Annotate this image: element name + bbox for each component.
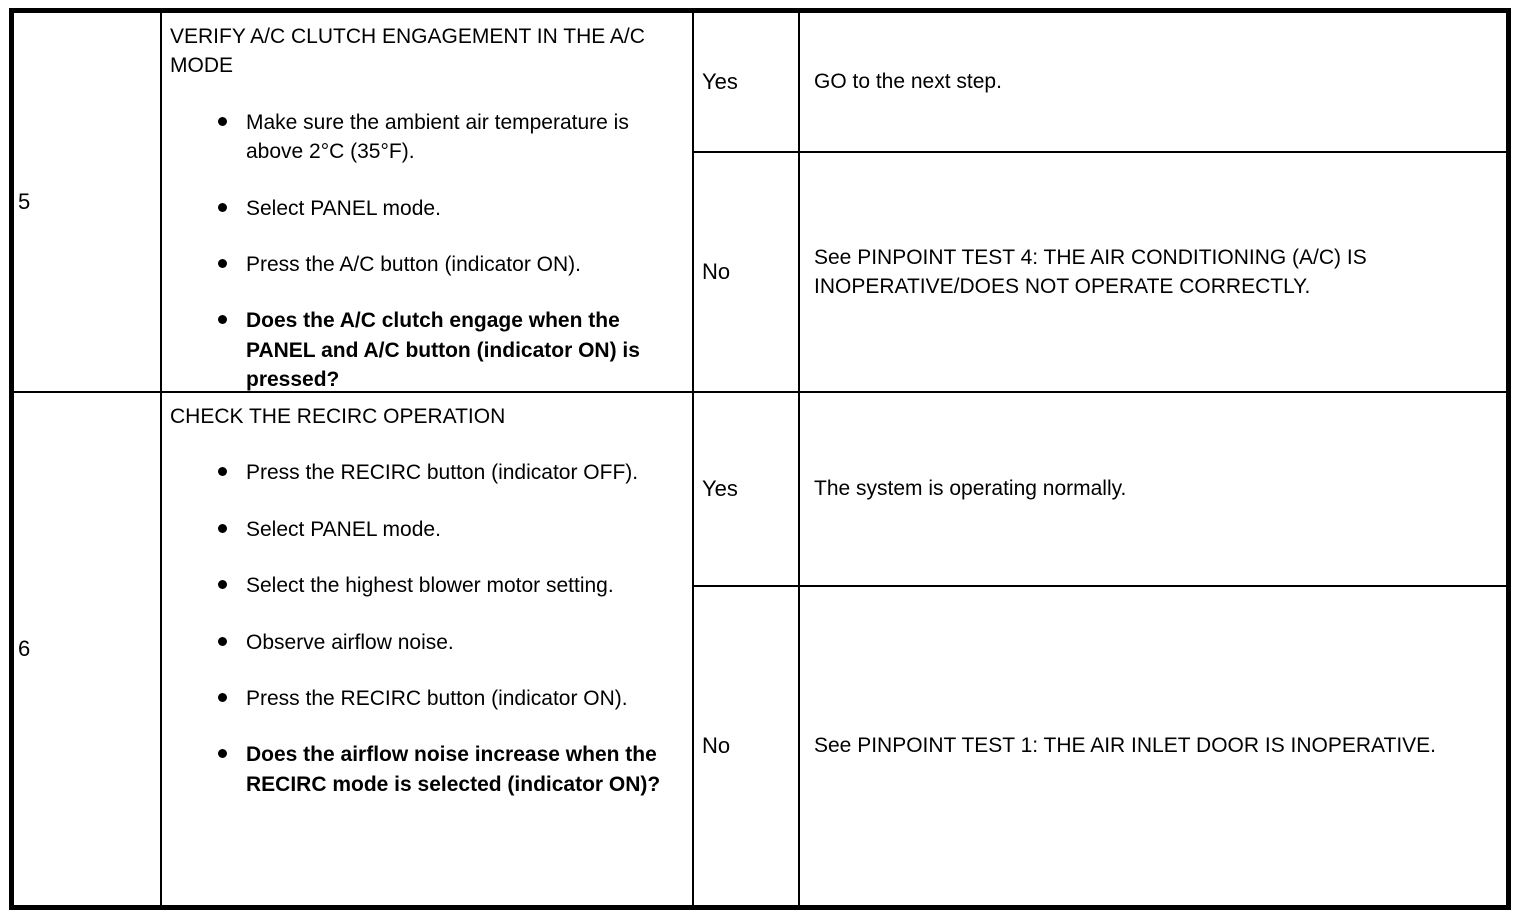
bullet-text: Observe airflow noise.	[246, 630, 454, 654]
yes-action-cell	[798, 13, 1506, 151]
bullet-icon	[218, 203, 227, 212]
bullet-icon	[218, 259, 227, 268]
table-row-step-6	[14, 393, 1506, 905]
no-cell	[692, 151, 798, 391]
yes-action-cell	[798, 393, 1506, 585]
bullet-text-question: Does the airflow noise increase when the RECIRC mode is selected (indicator ON)?	[246, 743, 661, 796]
bullet-icon	[218, 524, 227, 533]
bullet-text: Select the highest blower motor setting.	[246, 574, 614, 598]
no-label: No	[702, 259, 731, 284]
bullet-icon	[218, 315, 227, 324]
bullet-text: Press the A/C button (indicator ON).	[246, 252, 581, 276]
instruction-cell	[160, 13, 692, 391]
bullet-item	[170, 250, 664, 279]
bullet-icon	[218, 580, 227, 589]
bullet-item	[170, 628, 664, 657]
bullet-text-question: Does the A/C clutch engage when the PANEL and A/C button (indicator ON) is pressed?	[246, 309, 640, 391]
bullet-list	[170, 458, 664, 799]
no-label: No	[702, 733, 731, 758]
table-row-step-5	[14, 13, 1506, 393]
bullet-item	[170, 684, 664, 713]
bullet-item	[170, 571, 664, 600]
yes-label: Yes	[702, 476, 738, 501]
bullet-icon	[218, 117, 227, 126]
bullet-item	[170, 740, 664, 799]
bullet-icon	[218, 749, 227, 758]
bullet-list	[170, 108, 664, 391]
no-action-cell	[798, 151, 1506, 391]
no-action-text: See PINPOINT TEST 4: THE AIR CONDITIONING (A/C) IS INOPERATIVE/DOES NOT OPERATE CORRECTLY.	[814, 245, 1367, 298]
step-number: 6	[18, 636, 31, 661]
yes-cell	[692, 13, 798, 151]
bullet-icon	[218, 637, 227, 646]
bullet-item	[170, 194, 664, 223]
bullet-item	[170, 108, 664, 167]
no-cell	[692, 585, 798, 905]
step-number-cell	[14, 13, 160, 391]
pinpoint-test-table	[9, 8, 1511, 910]
yes-label: Yes	[702, 69, 738, 94]
bullet-item	[170, 515, 664, 544]
yes-cell	[692, 393, 798, 585]
step-number-cell	[14, 393, 160, 905]
instruction-title: CHECK THE RECIRC OPERATION	[170, 405, 506, 428]
bullet-text: Make sure the ambient air temperature is above 2°C (35°F).	[246, 110, 629, 164]
bullet-icon	[218, 693, 227, 702]
bullet-icon	[218, 467, 227, 476]
step-number: 5	[18, 189, 31, 214]
yes-action-text: The system is operating normally.	[814, 477, 1127, 501]
no-action-cell	[798, 585, 1506, 905]
bullet-text: Press the RECIRC button (indicator OFF).	[246, 461, 639, 485]
bullet-text: Press the RECIRC button (indicator ON).	[246, 686, 628, 710]
bullet-item	[170, 458, 664, 487]
bullet-text: Select PANEL mode.	[246, 196, 441, 220]
instruction-cell	[160, 393, 692, 905]
bullet-item	[170, 306, 664, 391]
no-action-text: See PINPOINT TEST 1: THE AIR INLET DOOR IS INOPERATIVE.	[814, 734, 1437, 758]
bullet-text: Select PANEL mode.	[246, 517, 441, 541]
instruction-title: VERIFY A/C CLUTCH ENGAGEMENT IN THE A/C MODE	[170, 25, 645, 78]
yes-action-text: GO to the next step.	[814, 70, 1002, 94]
